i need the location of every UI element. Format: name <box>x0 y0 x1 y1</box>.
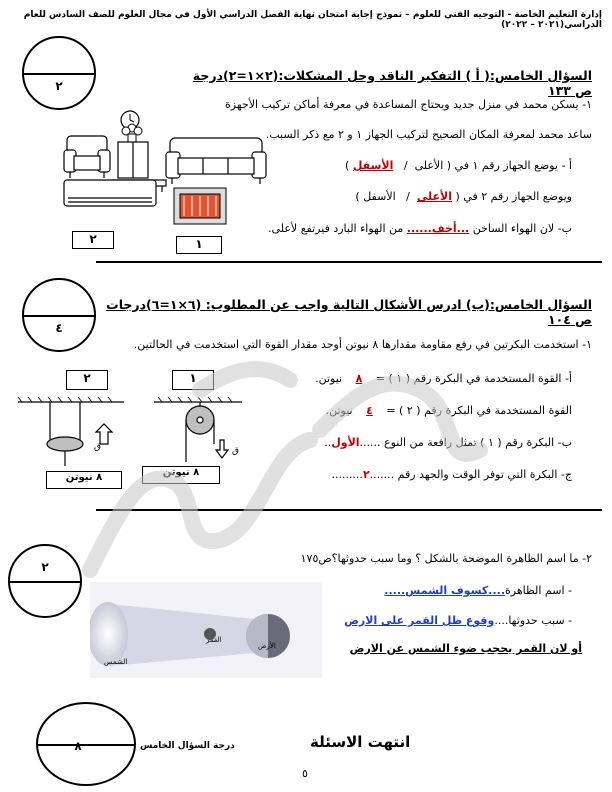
sun-label: الشمس <box>104 658 128 666</box>
movable-pulley <box>47 402 83 466</box>
device-1-box: ١ <box>176 236 222 254</box>
device-2-box: ٢ <box>72 231 114 249</box>
q5a-reason: ب- لان الهواء الساخن ...أخف...... من الهواء البارد فيرتفع لأعلى. <box>268 222 572 235</box>
q5a-intro: ١- يسكن محمد في منزل جديد ويحتاج المساعدة في معرفة أماكن تركيب الأجهزة <box>225 98 592 111</box>
q5b-question-1: ١- استخدمت البكرتين في رفع مقاومة مقدارها ٨ نيوتن أوجد مقدار القوة التي استخدمت في الحالتين. <box>133 338 592 351</box>
down-arrow-icon <box>216 440 228 458</box>
answer-upper: الأعلى <box>416 190 452 203</box>
q5b-answer-a2: القوة المستخدمة في البكرة رقم ( ٢ ) = ٤ نيوتن. <box>325 404 572 417</box>
pulley-1-box: ١ <box>172 370 214 390</box>
pulley-diagrams <box>14 396 246 472</box>
force-label: ق <box>232 446 239 456</box>
cabinet-icon <box>118 142 148 178</box>
up-arrow-icon <box>96 424 112 444</box>
heater-icon <box>174 188 226 224</box>
page-number: ٥ <box>302 767 308 780</box>
score-circle-5a <box>22 36 96 110</box>
q2-alt-answer: أو لان القمر يحجب ضوء الشمس عن الارض <box>349 642 582 655</box>
q2-cause-line: - سبب حدوثها....وقوع ظل القمر على الارض <box>344 614 572 627</box>
force-1-value: ٨ <box>355 372 363 385</box>
living-room-illustration <box>62 108 267 228</box>
cause-answer: وقوع ظل القمر على الارض <box>344 614 495 627</box>
score-value: ٢ <box>41 560 49 574</box>
end-of-questions: انتهت الاسئلة <box>310 733 411 751</box>
q5a-title: السؤال الخامس:( أ ) التفكير الناقد وحل المشكلات:(٢×١=٢)درجة ص ١٣٣ <box>192 68 592 98</box>
answer-lighter: ...أخف...... <box>406 222 470 235</box>
sofa-icon <box>166 138 266 184</box>
total-score-circle <box>36 702 136 786</box>
q5a-line-a: أ - يوضع الجهاز رقم ١ في ( الأعلى / الأسفل ) <box>345 159 572 172</box>
q5b-answer-b: ب- البكرة رقم ( ١ ) تمثل رافعة من النوع ......الأول.. <box>324 436 572 449</box>
q5b-answer-c: ج- البكرة التي توفر الوقت والجهد رقم .......٢......... <box>331 468 572 481</box>
q2-question: ٢- ما اسم الظاهرة الموضحة بالشكل ؟ وما سبب حدوثها؟ص١٧٥ <box>300 552 592 565</box>
q2-name-line: - اسم الظاهرة....كسوف الشمس..... <box>384 584 572 597</box>
total-score-value: ٨ <box>74 739 82 754</box>
score-circle-q2 <box>8 544 82 618</box>
earth-label: الأرض <box>258 642 276 650</box>
q5b-title: السؤال الخامس:(ب) ادرس الأشكال التالية واجب عن المطلوب: (٦×١=٦)درجات ص ١٠٤ <box>106 297 592 327</box>
section-divider <box>96 509 602 511</box>
score-value: ٢ <box>55 78 63 93</box>
armchair-icon <box>64 136 110 178</box>
q5a-line-b: ويوضع الجهاز رقم ٢ في ( الأعلى / الأسفل ) <box>355 190 572 203</box>
fixed-pulley <box>186 402 214 462</box>
phenomenon-answer: ....كسوف الشمس..... <box>384 584 506 597</box>
pulley-2-box: ٢ <box>66 370 108 390</box>
score-value: ٤ <box>55 320 63 335</box>
plant-icon <box>122 124 142 142</box>
section-divider <box>96 261 602 263</box>
weight-box-1: ٨ نيوتن <box>142 466 220 484</box>
force-label: ق <box>94 442 101 452</box>
q5b-answer-a1: أ- القوة المستخدمة في البكرة رقم ( ١ ) = ٨ نيوتن. <box>315 372 572 385</box>
pulley-number-answer: ٢ <box>362 468 370 481</box>
page-header: إدارة التعليم الخاصة - التوجيه الفني للعلوم – نموذج إجابة امتحان نهاية الفصل الدراسي الأول في مجال العلوم للصف السادس للعام الدراسي(٢٠٢١ – ٢٠٢٢) <box>23 10 602 30</box>
answer-lower: الأسفل <box>352 159 394 172</box>
q5a-help: ساعد محمد لمعرفة المكان الصحيح لتركيب الجهاز ١ و ٢ مع ذكر السبب. <box>265 128 592 141</box>
force-2-value: ٤ <box>366 404 373 417</box>
weight-box-2: ٨ نيوتن <box>46 471 122 489</box>
total-score-label: درجة السؤال الخامس <box>140 741 235 751</box>
lever-class-answer: الأول <box>331 436 360 449</box>
score-circle-5b <box>22 278 96 352</box>
moon-label: القمر <box>206 636 222 644</box>
air-conditioner-icon <box>64 180 156 206</box>
